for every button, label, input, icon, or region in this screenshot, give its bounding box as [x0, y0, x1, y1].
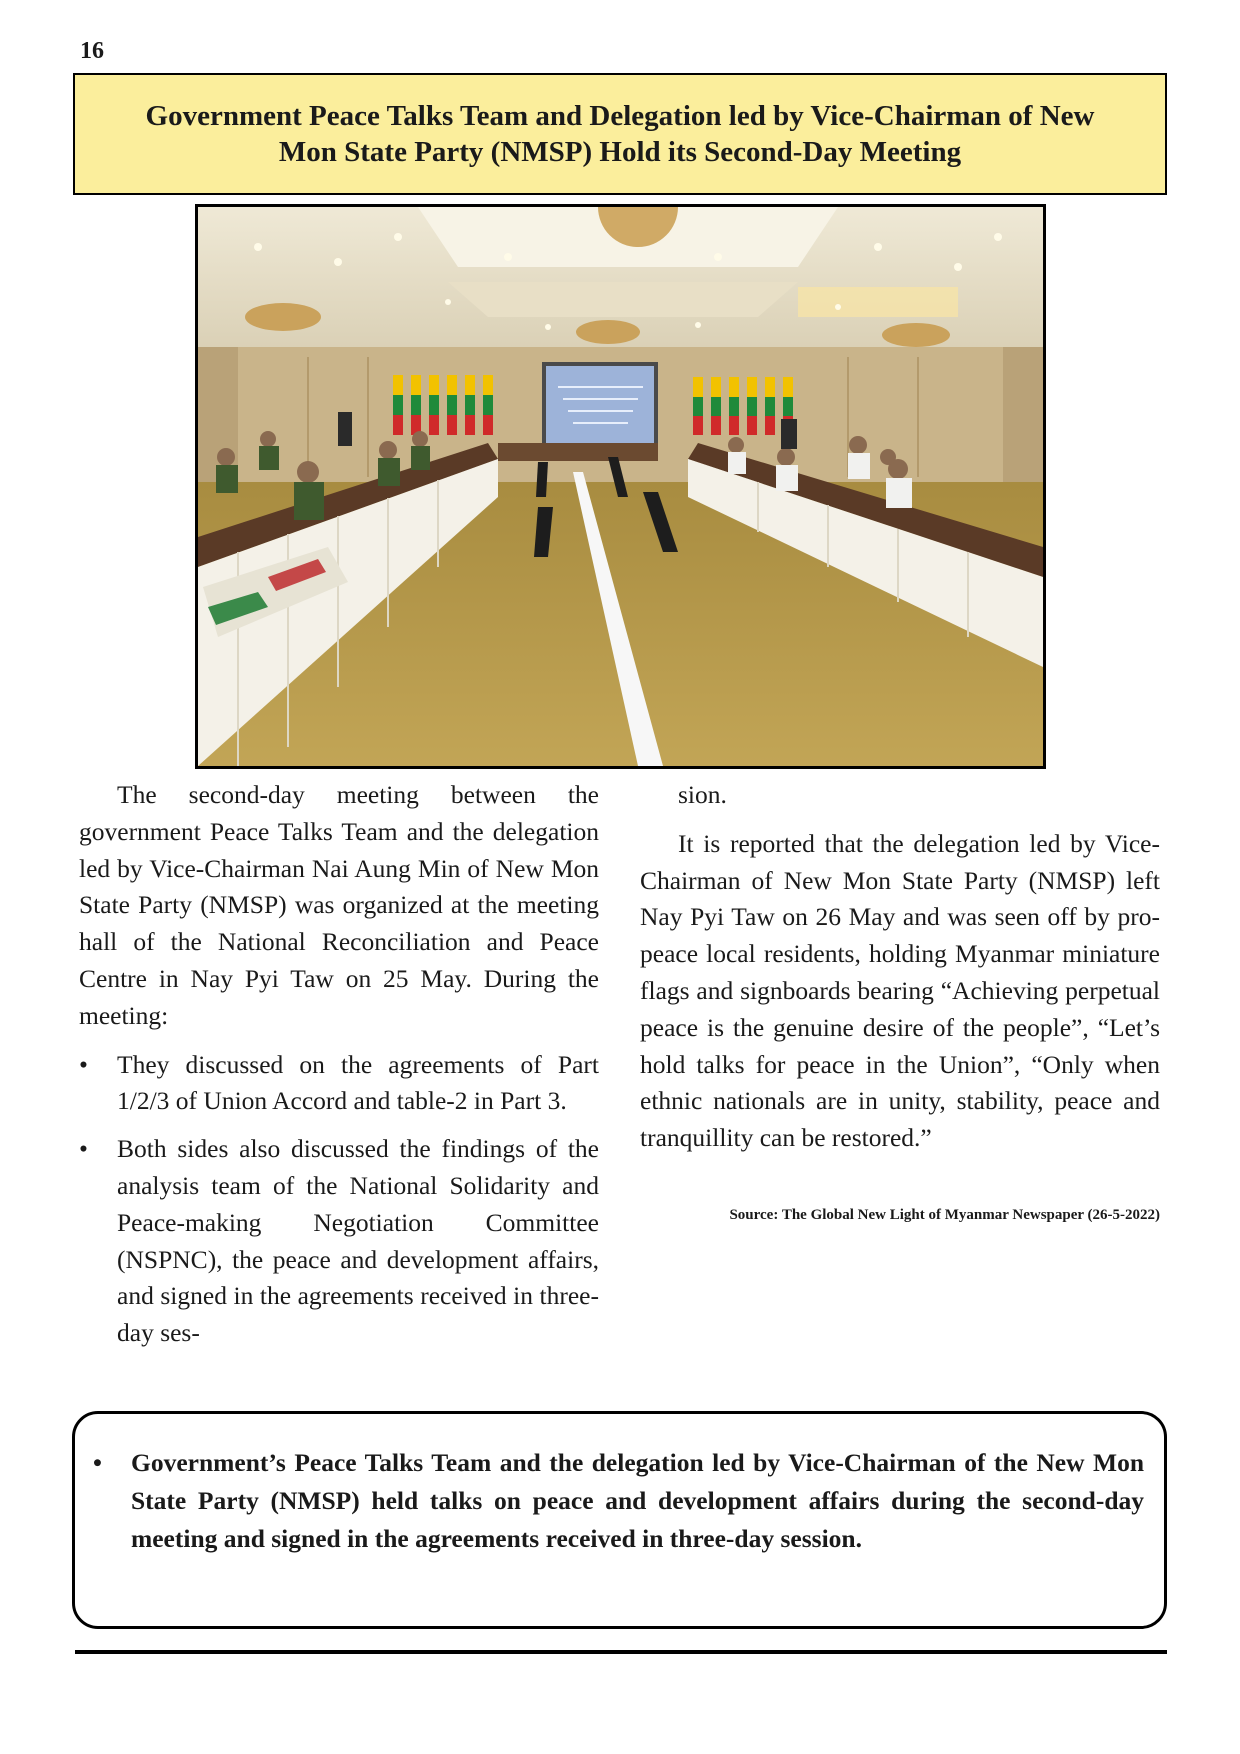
discussion-point-2: • Both sides also discussed the findings of the analysis team of the National Solidarity and Peace-making Negotiation Committee (NSPNC), the peace and development affairs, and signed in the agreements received in three-day ses-	[79, 1131, 599, 1352]
bottom-rule	[75, 1650, 1167, 1654]
title-line-2: Mon State Party (NMSP) Hold its Second-Day Meeting	[278, 136, 962, 168]
article-left-column	[79, 777, 599, 1363]
title-line-1: Government Peace Talks Team and Delegation led by Vice-Chairman of New	[145, 100, 1095, 132]
discussion-point-1: • They discussed on the agreements of Part 1/2/3 of Union Accord and table-2 in Part 3.	[79, 1047, 599, 1121]
article-right-column	[640, 777, 1160, 1225]
summary-text: • Government’s Peace Talks Team and the delegation led by Vice-Chairman of the New Mon State Party (NMSP) held talks on peace and development affairs during the second-day meeting and signed in the agreements received in three-day session.	[131, 1444, 1144, 1558]
discussion-points-list	[79, 1047, 599, 1352]
page-number: 16	[80, 38, 104, 64]
article-title-box	[73, 73, 1167, 195]
article-departure-paragraph: It is reported that the delegation led by Vice-Chairman of New Mon State Party (NMSP) left Nay Pyi Taw on 26 May and was seen off by pro-peace local residents, holding Myanmar miniature flags and signboards bearing “Achieving perpetual peace is the genuine desire of the people”, “Let’s hold talks for peace in the Union”, “Only when ethnic nationals are in unity, stability, peace and tranquillity can be restored.”	[640, 828, 1160, 1153]
summary-box	[72, 1411, 1167, 1629]
bullet-continuation: sion.	[678, 780, 727, 809]
meeting-photo-illustration	[198, 207, 1043, 766]
article-intro: The second-day meeting between the government Peace Talks Team and the delegation led by Vice-Chairman Nai Aung Min of New Mon State Party (NMSP) was organized at the meeting hall of the National Reconciliation and Peace Centre in Nay Pyi Taw on 25 May. During the meeting:	[79, 780, 599, 1030]
meeting-hall-photo	[195, 204, 1046, 769]
article-title	[146, 98, 1095, 170]
source-citation: Source: The Global New Light of Myanmar Newspaper (26-5-2022)	[729, 1206, 1160, 1223]
